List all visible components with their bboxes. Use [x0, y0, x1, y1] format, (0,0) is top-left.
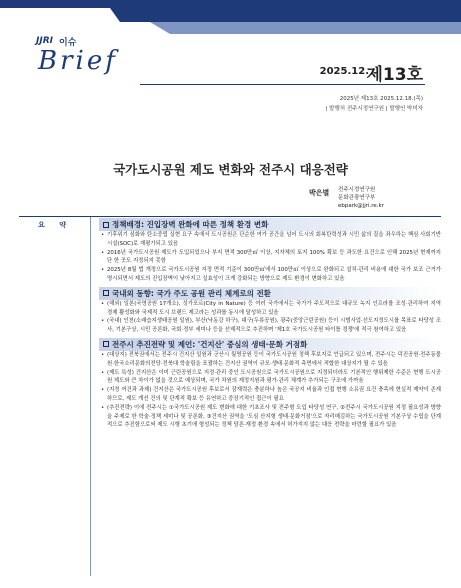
- section-heading: [99, 287, 441, 300]
- list-item: • (국내) 인천(소래습지생태공원 일원), 부산(낙동강 하구), 대구(두류공원), 광주(중앙근린공원) 등이 시범사업·선도지정도시를 목표로 타당성 조사, 기본구상, 시민 공론화, 국회·정부 세미나 등을 선제적으로 추진하며 '제1호 국가도시공원 타이틀 경쟁'에 적극 참여하고 있음: [99, 317, 441, 335]
- author-name: 박은별: [309, 189, 330, 197]
- issue-number: 제13호: [366, 65, 423, 85]
- summary-label-column: [19, 217, 91, 576]
- author-email[interactable]: ebpark@jjri.re.kr: [338, 203, 384, 209]
- summary-box: [19, 216, 441, 576]
- issue-date: 2025.12.: [319, 66, 369, 77]
- summary-body: [99, 217, 441, 430]
- section-heading: [99, 338, 441, 351]
- list-item: • 2016년 국가도시공원 제도가 도입되었으나 부지 면적 300만㎡ 이상, 지자체의 토지 100% 확보 등 과도한 요건으로 인해 2025년 현재까지 단 한 곳도 지정되지 못함: [99, 249, 441, 267]
- list-item: • (지정 여건과 과제) 건지산은 국가도시공원 후보로서 잠재력은 충분하나 높은 국공지 비율과 인접 현행 소유권 요건 충족에 현실적 제약이 존재하므로, 제도 개선 건의 및 단계적 확보 등 유연하고 중장기적인 접근이 필요: [99, 386, 441, 404]
- author-dept: 문화관광연구부: [338, 195, 376, 201]
- list-item: • (해외) 일본(국영공원 17개소), 싱가포르(City in Nature) 등 여러 국가에서는 국가가 주도적으로 대규모 녹지 인프라를 조성·관리하여 지역 경제 활성화와 국제적 도시 브랜드 제고라는 성과를 동시에 달성하고 있음: [99, 300, 441, 318]
- issue-meta-line2: | 발행처 전주시정연구원 | 발행인 박미자: [325, 106, 423, 112]
- checkbox-icon: [103, 222, 109, 228]
- section-heading-text: 정책배경: 진입장벽 완화에 따른 정책 환경 변화: [112, 220, 269, 229]
- section-heading-text: 전주시 추진전략 및 제언: '건지산' 중심의 생태·문화 거점화: [112, 339, 308, 349]
- checkbox-icon: [103, 290, 109, 296]
- page-title: 국가도시공원 제도 변화와 전주시 대응전략: [113, 162, 348, 177]
- logo-issue-label: 이슈: [59, 38, 77, 48]
- issue-divider: [140, 84, 425, 85]
- summary-label: 요 약: [38, 221, 72, 229]
- list-item: • (제도 특성) 건지산은 이미 근린공원으로 지정·관리 중인 도시공원으로 국가도시공원으로 지정되더라도 기본적인 행위제한 수준은 현행 도시공원 제도와 큰 차이가 없을 것으로 예상되며, 국가 차원의 재정지원과 평가·관리 체계가 추가되는 구조에 가까움: [99, 369, 441, 387]
- author-org: 전주시정연구원: [338, 187, 376, 193]
- author-info: [338, 186, 384, 210]
- logo-jjri: JJRI: [36, 36, 53, 46]
- issue-meta-line1: 2025년 제13호 2025.12.18.(목): [339, 96, 423, 102]
- list-item: • 2025년 8월 법 개정으로 국가도시공원 지정 면적 기준이 300만㎡에서 100만㎡ 이상으로 완화되고 설치·관리 비용에 대한 국가 보조 근거가 명시되면서 제도의 진입장벽이 낮아지고 실효성이 크게 강화되는 방향으로 제도 환경이 변화하고 있음: [99, 266, 441, 284]
- list-item: • (추진전략) 이에 전주시는 ①국가도시공원 제도 변화에 대한 기초조사 및 전주형 도입 타당성 연구, ②전주시 국가도시공원 지정 필요성과 방향을 주제로 한 학술·정책 세미나 및 공론화, ③건지산 권역을 '도심 산지형 생태·문화거점'으로 자리매김하는 국가도시공원 기본구상 수립을 단계적으로 추진함으로써 제도 시행 초기에 형성되는 정책 담론·재정 환경 속에서 허가지지 않는 대응 전략을 마련할 필요가 있음: [99, 404, 441, 430]
- logo-brief: Brief: [38, 46, 118, 76]
- list-item: • 기후위기 심화와 탄소중립 실현 요구 속에서 도시공원은 단순한 여가 공간을 넘어 도시의 회복탄력성과 시민 삶의 질을 좌우하는 핵심 사회기반시설(SOC)로 재평가되고 있음: [99, 231, 441, 249]
- section-heading: [99, 218, 441, 231]
- checkbox-icon: [103, 341, 109, 347]
- section-heading-text: 국내외 동향: 국가 주도 공원 관리 체계로의 전환: [112, 288, 271, 298]
- list-item: • (대상지) 전북권에서는 전주시 건지산 일원과 군산시 월명공원 등이 국가도시공원 정책 후보지로 언급되고 있으며, 전주시는 덕진공원·전주동물원·한국소리문화의전당·전북대 학술림을 포괄하는 건지산 권역이 규모·생태·문화적 측면에서 적합한 대상지가 될 수 있음: [99, 351, 441, 369]
